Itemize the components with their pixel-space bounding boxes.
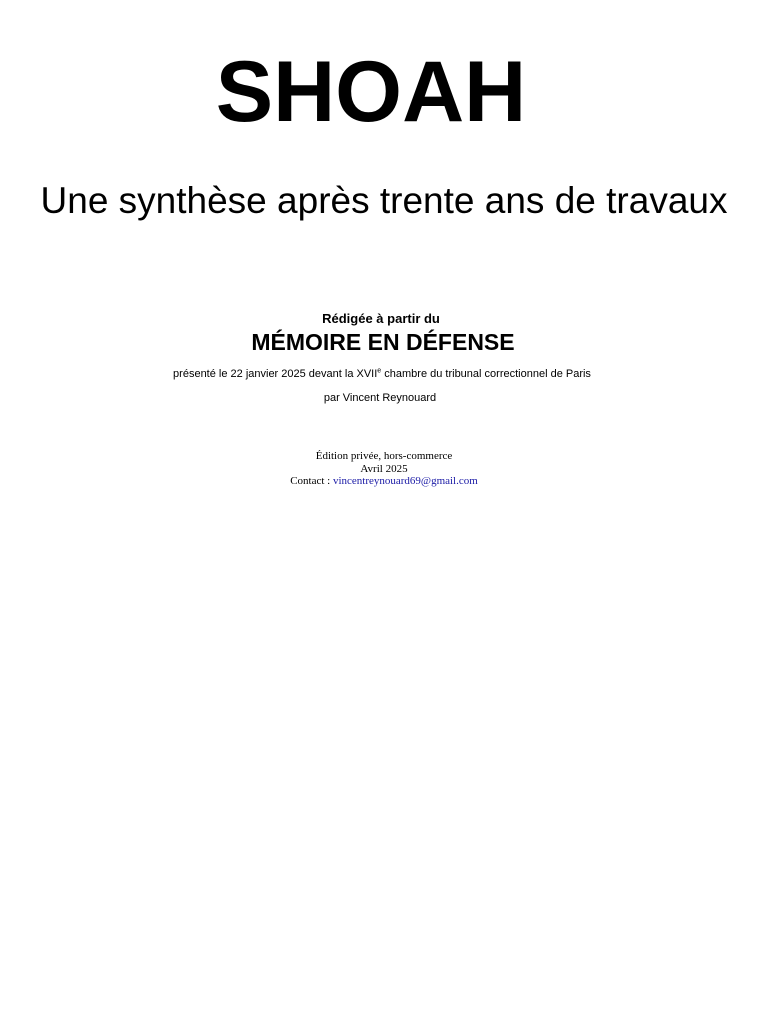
intro-text: Rédigée à partir du <box>322 311 440 326</box>
author-line: par Vincent Reynouard <box>323 392 437 404</box>
date-line: Avril 2025 <box>360 463 408 475</box>
presentation-line <box>0 366 766 382</box>
memoire-heading: MÉMOIRE EN DÉFENSE <box>251 329 515 355</box>
presentation-after: chambre du tribunal correctionnel de Paris <box>381 368 591 380</box>
presentation-before: présenté le 22 janvier 2025 devant la XVII <box>173 368 378 380</box>
contact-email-link[interactable]: vincentreynouard69@gmail.com <box>332 475 478 487</box>
edition-line: Édition privée, hors-commerce <box>315 450 453 462</box>
presentation-superscript: e <box>377 367 382 375</box>
document-subtitle: Une synthèse après trente ans de travaux <box>40 180 728 221</box>
contact-label: Contact : <box>290 475 333 487</box>
contact-line <box>0 475 768 488</box>
document-title: SHOAH <box>215 44 527 140</box>
